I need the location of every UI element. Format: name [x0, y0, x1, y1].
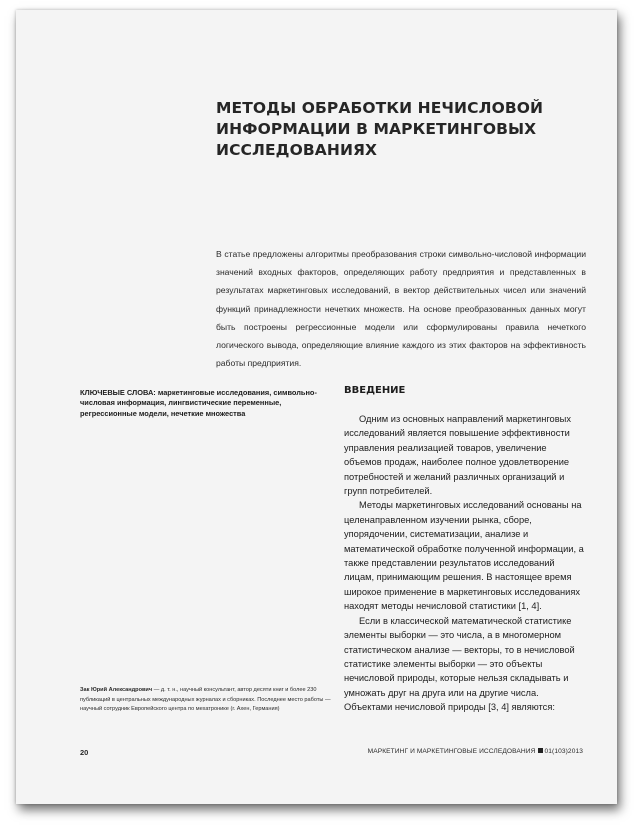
article-title: МЕТОДЫ ОБРАБОТКИ НЕЧИСЛОВОЙ ИНФОРМАЦИИ В МАРКЕТИНГОВЫХ ИССЛЕДОВАНИЯХ [216, 99, 544, 159]
body-column [344, 412, 584, 715]
section-heading-introduction: ВВЕДЕНИЕ [344, 385, 406, 396]
page-number: 20 [80, 748, 89, 757]
body-paragraph-2: Методы маркетинговых исследований основаны на целенаправленном изучении рынка, сборе, упорядочении, систематизации, анализе и математической обработке полученной информации, а также представлении результатов исследований лицам, принимающим решения. В настоящее время широкое применение в маркетинговых исследованиях находят методы нечисловой статистики [1, 4]. [344, 500, 584, 612]
body-paragraph-3: Если в классической математической статистике элементы выборки — это числа, а в многомерном статистическом анализе — векторы, то в нечисловой статистике элементы выборки — это объекты нечисловой природы, которые нельзя складывать и умножать друг на друга или на другие числа. Объектами нечисловой природы [3, 4] являются: [344, 615, 575, 713]
author-note [80, 686, 335, 715]
issue-number: 01(103)2013 [544, 748, 583, 755]
keywords-block [80, 388, 330, 419]
keywords-text: маркетинговые исследования, символьно-числовая информация, лингвистические переменные, регрессионные модели, нечеткие множества [80, 388, 317, 418]
journal-page [16, 10, 617, 804]
running-footer [368, 748, 583, 755]
author-bio: — д. т. н., научный консультант, автор десяти книг и более 230 публикаций в центральных международных журналах и сборниках. Последнее место работы — научный сотрудник Европейского центра по мехатронике (г. Ахен, Германия) [80, 687, 331, 713]
journal-name: МАРКЕТИНГ И МАРКЕТИНГОВЫЕ ИССЛЕДОВАНИЯ [367, 748, 536, 755]
article-abstract: В статье предложены алгоритмы преобразования строки символьно-числовой информации значений входных факторов, определяющих работу предприятия и представленных в результатах маркетинговых исследований, в вектор действительных чисел или значений функций принадлежности нечетких множеств. На основе преобразованных данных могут быть построены регрессионные модели или сформулированы правила нечеткого логического вывода, определяющие влияние каждого из этих факторов на эффективность работы предприятия. [216, 249, 586, 369]
square-bullet-icon [538, 748, 543, 753]
author-name: Зак Юрий Александрович [80, 687, 153, 693]
body-paragraph-1: Одним из основных направлений маркетинговых исследований является повышение эффективности управления реализацией товаров, увеличение объемов продаж, наиболее полное удовлетворение потребностей и желаний различных организаций и групп потребителей. [344, 414, 571, 497]
keywords-label: КЛЮЧЕВЫЕ СЛОВА: [80, 388, 156, 397]
